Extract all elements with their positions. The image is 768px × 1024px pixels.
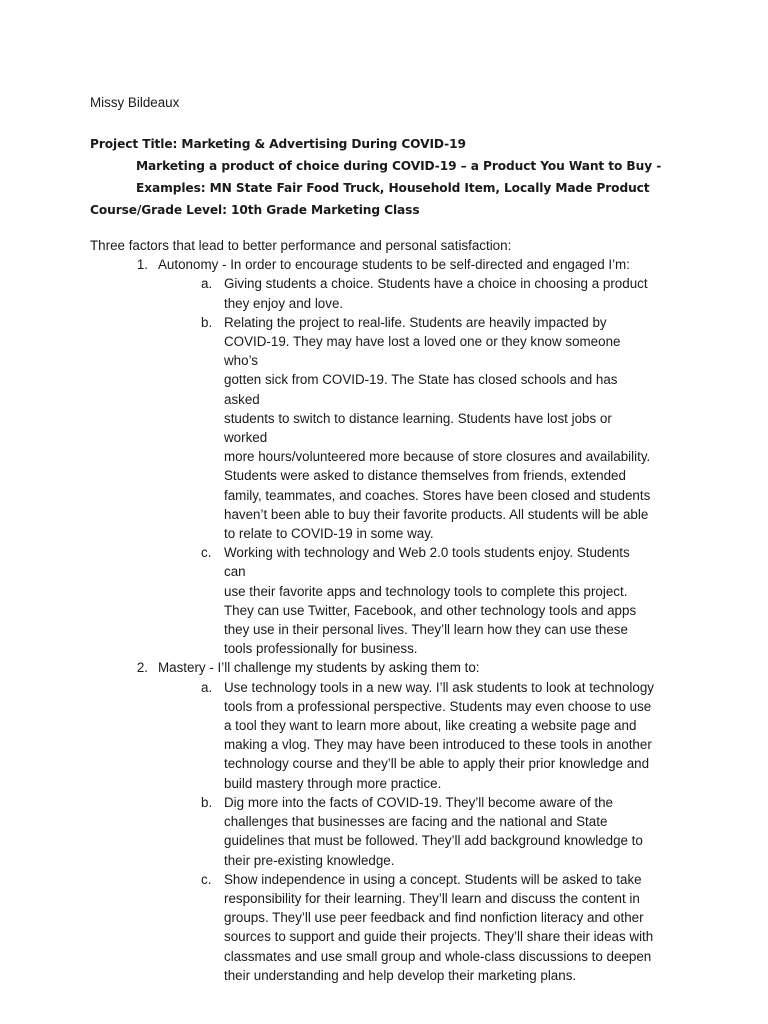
text-line: students to switch to distance learning. Students have lost jobs or worked (224, 410, 612, 446)
text-line: sources to support and guide their projects. They’ll share their ideas with (224, 929, 654, 945)
text-line: build mastery through more practice. (224, 775, 442, 791)
sub-item-letter: c. (201, 871, 212, 887)
sub-item-text (201, 793, 654, 870)
sub-item (201, 274, 730, 312)
factor-text: Mastery - I’ll challenge my students by asking them to: (158, 660, 480, 676)
sub-item (201, 313, 730, 543)
author-name: Missy Bildeaux (90, 95, 180, 110)
text-line: they enjoy and love. (224, 295, 344, 311)
text-line: Working with technology and Web 2.0 tools students enjoy. Students can (224, 545, 630, 580)
sub-item (201, 543, 730, 658)
factors-section (90, 236, 730, 985)
text-line: family, teammates, and coaches. Stores have been closed and students (224, 487, 651, 503)
sub-item-letter: a. (201, 276, 213, 292)
text-line: guidelines that must be followed. They’ll add background knowledge to (224, 833, 643, 849)
text-line: to relate to COVID-19 in some way. (224, 526, 434, 542)
sub-item (201, 793, 730, 870)
text-line: their understanding and help develop their marketing plans. (224, 967, 577, 983)
text-line: challenges that businesses are facing and the national and State (224, 814, 608, 830)
sub-item-letter: b. (201, 314, 213, 330)
factor-sublist (201, 678, 730, 985)
factor-item (135, 255, 730, 274)
text-line: making a vlog. They may have been introduced to these tools in another (224, 737, 652, 753)
text-line: technology course and they’ll be able to apply their prior knowledge and (224, 756, 650, 772)
text-line: they use in their personal lives. They’ll learn how they can use these (224, 622, 628, 638)
text-line: tools professionally for business. (224, 641, 418, 657)
sub-item (201, 678, 730, 793)
sub-item-letter: a. (201, 679, 213, 695)
text-line: Giving students a choice. Students have a choice in choosing a product (224, 276, 648, 292)
sub-item-text (201, 870, 654, 985)
sub-item-letter: b. (201, 794, 213, 810)
course-grade-level: Course/Grade Level: 10th Grade Marketing Class (90, 203, 420, 217)
sub-item-text (201, 678, 654, 793)
text-line: responsibility for their learning. They’ll learn and discuss the content in (224, 890, 640, 906)
sub-item-text (201, 274, 654, 312)
text-line: Relating the project to real-life. Students are heavily impacted by (224, 314, 607, 330)
text-line: use their favorite apps and technology tools to complete this project. (224, 583, 628, 599)
project-title: Project Title: Marketing & Advertising During COVID-19 (90, 137, 466, 151)
text-line: haven’t been able to buy their favorite products. All students will be able (224, 506, 649, 522)
sub-item-text (201, 313, 654, 543)
text-line: their pre-existing knowledge. (224, 852, 395, 868)
project-description-line-1: Marketing a product of choice during COVID-19 – a Product You Want to Buy - (136, 159, 662, 173)
factors-intro: Three factors that lead to better performance and personal satisfaction: (90, 238, 512, 253)
text-line: They can use Twitter, Facebook, and other technology tools and apps (224, 602, 637, 618)
text-line: Show independence in using a concept. Students will be asked to take (224, 871, 642, 887)
project-description-line-2: Examples: MN State Fair Food Truck, Household Item, Locally Made Product (136, 181, 650, 195)
factor-sublist (201, 274, 730, 658)
text-line: COVID-19. They may have lost a loved one or they know someone who’s (224, 334, 621, 369)
factor-text: Autonomy - In order to encourage students to be self-directed and engaged I’m: (158, 257, 630, 273)
text-line: a tool they want to learn more about, like creating a website page and (224, 718, 637, 734)
sub-item (201, 870, 730, 985)
text-line: Dig more into the facts of COVID-19. They’ll become aware of the (224, 794, 614, 810)
factor-number: 2. (136, 660, 148, 676)
sub-item-text (201, 543, 654, 658)
text-line: groups. They’ll use peer feedback and find nonfiction literacy and other (224, 910, 644, 926)
sub-item-letter: c. (201, 545, 212, 561)
text-line: more hours/volunteered more because of store closures and availability. (224, 449, 651, 465)
text-line: gotten sick from COVID-19. The State has closed schools and has asked (224, 372, 618, 407)
factor-item (135, 658, 730, 677)
factor-number: 1. (136, 257, 148, 273)
text-line: Students were asked to distance themselves from friends, extended (224, 468, 626, 484)
text-line: classmates and use small group and whole-class discussions to deepen (224, 948, 652, 964)
text-line: Use technology tools in a new way. I’ll ask students to look at technology (224, 679, 654, 695)
project-header (90, 133, 730, 221)
text-line: tools from a professional perspective. Students may even choose to use (224, 698, 652, 714)
